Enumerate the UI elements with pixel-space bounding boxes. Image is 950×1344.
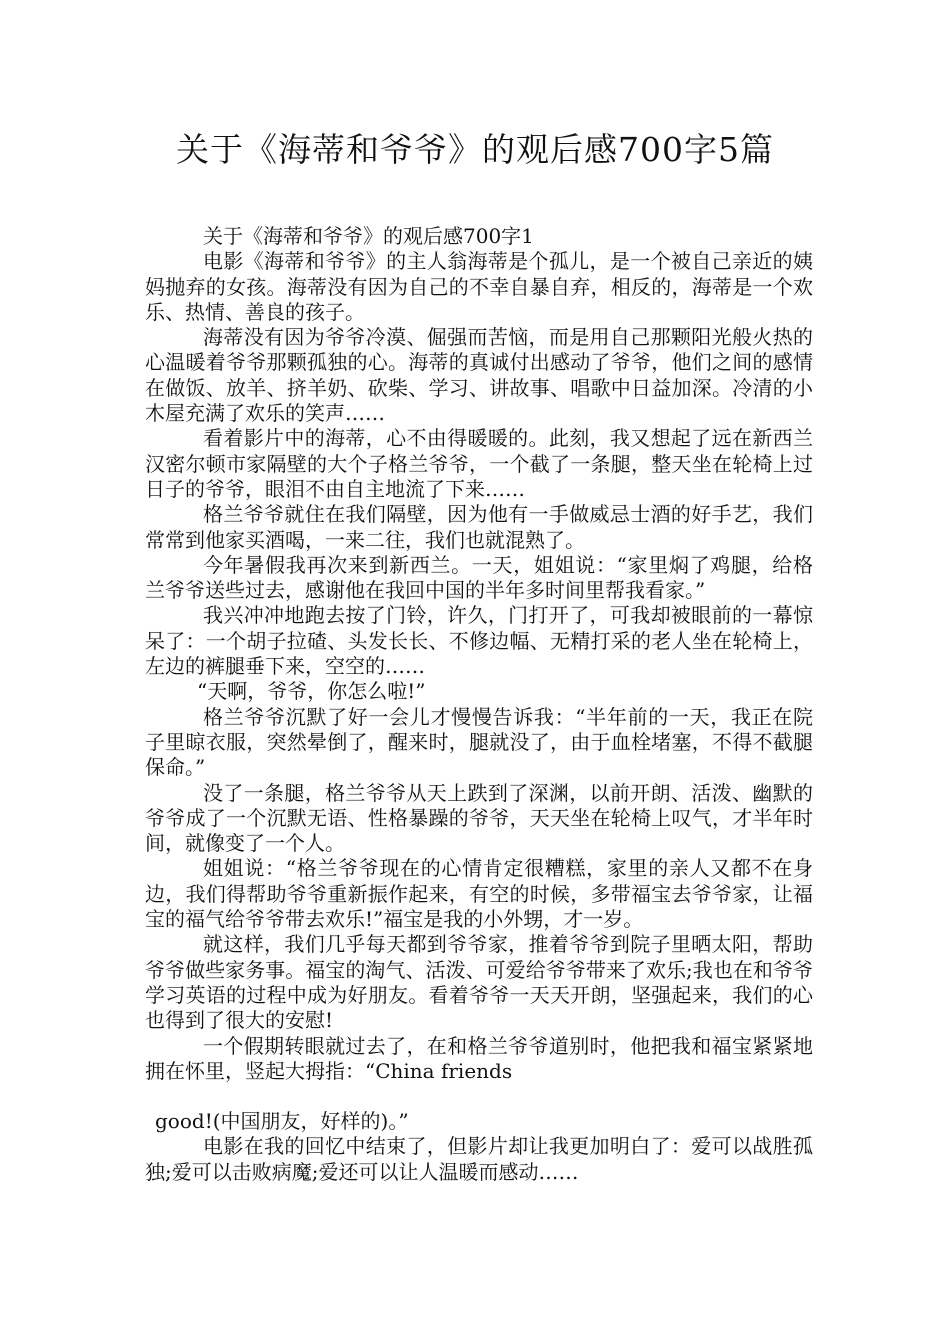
- paragraph: 今年暑假我再次来到新西兰。一天，姐姐说：“家里焖了鸡腿，给格兰爷爷送些过去，感谢他在我回中国的半年多时间里帮我看家。”: [145, 552, 813, 603]
- paragraph: 格兰爷爷沉默了好一会儿才慢慢告诉我：“半年前的一天，我正在院子里晾衣服，突然晕倒了，醒来时，腿就没了，由于血栓堵塞，不得不截腿保命。”: [145, 704, 813, 780]
- paragraph: “天啊，爷爷，你怎么啦!”: [197, 679, 426, 704]
- document-title: 关于《海蒂和爷爷》的观后感700字5篇: [176, 130, 774, 169]
- paragraph: 姐姐说：“格兰爷爷现在的心情肯定很糟糕，家里的亲人又都不在身边，我们得帮助爷爷重新振作起来，有空的时候，多带福宝去爷爷家，让福宝的福气给爷爷带去欢乐!”福宝是我的小外甥，才一岁。: [145, 856, 813, 932]
- paragraph: 电影《海蒂和爷爷》的主人翁海蒂是个孤儿，是一个被自己亲近的姨妈抛弃的女孩。海蒂没有因为自己的不幸自暴自弃，相反的，海蒂是一个欢乐、热情、善良的孩子。: [145, 249, 813, 324]
- paragraph: 格兰爷爷就住在我们隔壁，因为他有一手做威忌士酒的好手艺，我们常常到他家买酒喝，一来二往，我们也就混熟了。: [145, 502, 813, 552]
- section-heading: 关于《海蒂和爷爷》的观后感700字1: [203, 224, 534, 248]
- paragraph: 一个假期转眼就过去了，在和格兰爷爷道别时，他把我和福宝紧紧地拥在怀里，竖起大拇指：“China friends: [145, 1033, 813, 1083]
- paragraph: 就这样，我们几乎每天都到爷爷家，推着爷爷到院子里晒太阳，帮助爷爷做些家务事。福宝的淘气、活泼、可爱给爷爷带来了欢乐;我也在和爷爷学习英语的过程中成为好朋友。看着爷爷一天天开朗，坚强起来，我们的心也得到了很大的安慰!: [145, 932, 813, 1033]
- paragraph: 没了一条腿，格兰爷爷从天上跌到了深渊，以前开朗、活泼、幽默的爷爷成了一个沉默无语、性格暴躁的爷爷，天天坐在轮椅上叹气，才半年时间，就像变了一个人。: [145, 780, 813, 856]
- paragraph: 看着影片中的海蒂，心不由得暖暖的。此刻，我又想起了远在新西兰汉密尔顿市家隔壁的大个子格兰爷爷，一个截了一条腿，整天坐在轮椅上过日子的爷爷，眼泪不由自主地流了下来……: [145, 426, 813, 501]
- paragraph: 海蒂没有因为爷爷冷漠、倔强而苦恼，而是用自己那颗阳光般火热的心温暖着爷爷那颗孤独的心。海蒂的真诚付出感动了爷爷，他们之间的感情在做饭、放羊、挤羊奶、砍柴、学习、讲故事、唱歌中日益加深。冷清的小木屋充满了欢乐的笑声……: [145, 325, 813, 426]
- paragraph-continuation: good!(中国朋友，好样的)。”: [155, 1109, 409, 1134]
- document-body: [145, 224, 813, 1185]
- paragraph: 电影在我的回忆中结束了，但影片却让我更加明白了：爱可以战胜孤独;爱可以击败病魔;爱还可以让人温暖而感动……: [145, 1134, 813, 1184]
- paragraph: 我兴冲冲地跑去按了门铃，许久，门打开了，可我却被眼前的一幕惊呆了：一个胡子拉碴、头发长长、不修边幅、无精打采的老人坐在轮椅上，左边的裤腿垂下来，空空的……: [145, 603, 813, 679]
